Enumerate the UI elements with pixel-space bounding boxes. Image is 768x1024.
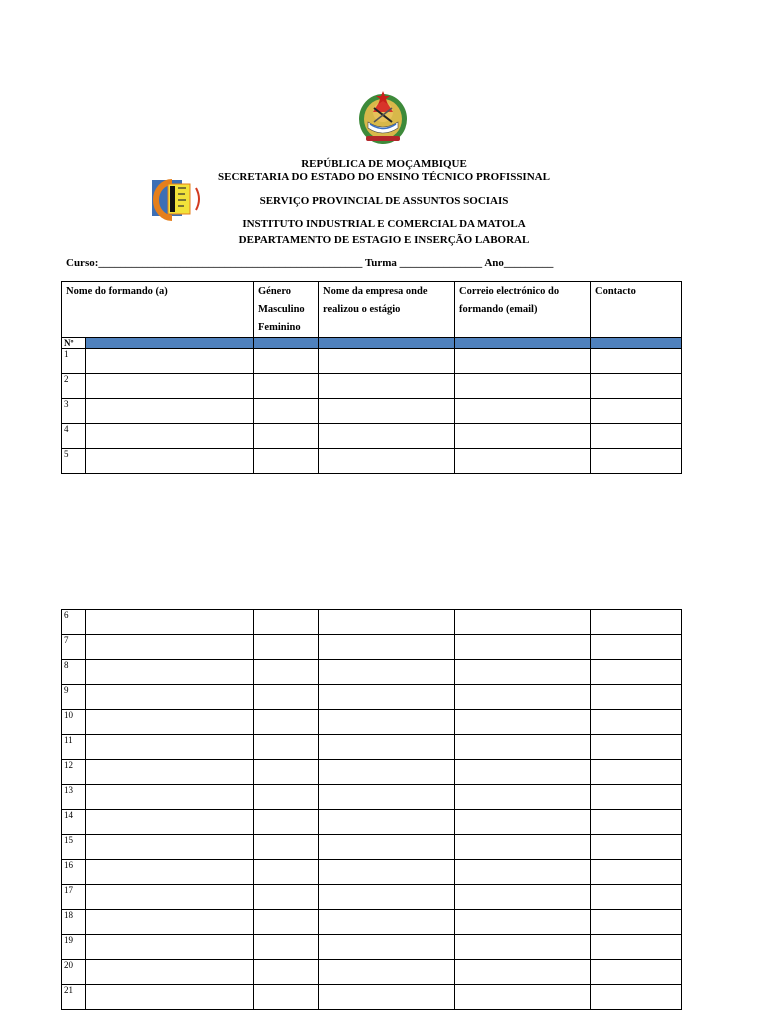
contact-cell[interactable] xyxy=(591,835,682,860)
row-number: 8 xyxy=(62,660,86,685)
name-cell[interactable] xyxy=(86,349,254,374)
gender-cell[interactable] xyxy=(254,835,319,860)
company-cell[interactable] xyxy=(319,424,455,449)
email-cell[interactable] xyxy=(455,810,591,835)
table-row xyxy=(62,660,682,685)
company-cell[interactable] xyxy=(319,660,455,685)
gender-cell[interactable] xyxy=(254,660,319,685)
row-number: 5 xyxy=(62,449,86,474)
gender-cell[interactable] xyxy=(254,860,319,885)
email-cell[interactable] xyxy=(455,374,591,399)
company-cell[interactable] xyxy=(319,785,455,810)
contact-cell[interactable] xyxy=(591,635,682,660)
col-header-company: Nome da empresa onde realizou o estágio xyxy=(319,282,455,338)
name-cell[interactable] xyxy=(86,960,254,985)
row-number: 19 xyxy=(62,935,86,960)
email-cell[interactable] xyxy=(455,399,591,424)
row-number: 12 xyxy=(62,760,86,785)
email-cell[interactable] xyxy=(455,860,591,885)
email-cell[interactable] xyxy=(455,710,591,735)
contact-cell[interactable] xyxy=(591,449,682,474)
name-cell[interactable] xyxy=(86,810,254,835)
email-cell[interactable] xyxy=(455,610,591,635)
name-cell[interactable] xyxy=(86,374,254,399)
row-number: 20 xyxy=(62,960,86,985)
row-number: 11 xyxy=(62,735,86,760)
table-row xyxy=(62,449,682,474)
gender-cell[interactable] xyxy=(254,910,319,935)
row-number: 15 xyxy=(62,835,86,860)
table-row xyxy=(62,985,682,1010)
company-cell[interactable] xyxy=(319,760,455,785)
gender-cell[interactable] xyxy=(254,985,319,1010)
table-header-row xyxy=(62,282,682,338)
row-number: 1 xyxy=(62,349,86,374)
name-cell[interactable] xyxy=(86,835,254,860)
contact-cell[interactable] xyxy=(591,860,682,885)
contact-cell[interactable] xyxy=(591,660,682,685)
gender-cell[interactable] xyxy=(254,424,319,449)
email-cell[interactable] xyxy=(455,760,591,785)
company-cell[interactable] xyxy=(319,860,455,885)
contact-cell[interactable] xyxy=(591,374,682,399)
table-row xyxy=(62,710,682,735)
company-cell[interactable] xyxy=(319,635,455,660)
name-cell[interactable] xyxy=(86,424,254,449)
number-label: Nº xyxy=(62,338,86,349)
contact-cell[interactable] xyxy=(591,810,682,835)
email-cell[interactable] xyxy=(455,935,591,960)
contact-cell[interactable] xyxy=(591,424,682,449)
contact-cell[interactable] xyxy=(591,935,682,960)
national-emblem xyxy=(352,88,414,148)
col-header-name: Nome do formando (a) xyxy=(62,282,254,338)
row-number: 16 xyxy=(62,860,86,885)
email-cell[interactable] xyxy=(455,835,591,860)
contact-cell[interactable] xyxy=(591,685,682,710)
table-row xyxy=(62,785,682,810)
table-row xyxy=(62,910,682,935)
table-row xyxy=(62,735,682,760)
name-cell[interactable] xyxy=(86,935,254,960)
table-row xyxy=(62,424,682,449)
table-row xyxy=(62,860,682,885)
name-cell[interactable] xyxy=(86,610,254,635)
email-cell[interactable] xyxy=(455,424,591,449)
row-number: 10 xyxy=(62,710,86,735)
email-cell[interactable] xyxy=(455,660,591,685)
gender-cell[interactable] xyxy=(254,374,319,399)
table-row xyxy=(62,835,682,860)
name-cell[interactable] xyxy=(86,785,254,810)
company-cell[interactable] xyxy=(319,449,455,474)
table-row xyxy=(62,635,682,660)
gender-cell[interactable] xyxy=(254,349,319,374)
gender-cell[interactable] xyxy=(254,960,319,985)
table-row xyxy=(62,685,682,710)
contact-cell[interactable] xyxy=(591,399,682,424)
row-number: 4 xyxy=(62,424,86,449)
company-cell[interactable] xyxy=(319,399,455,424)
gender-cell[interactable] xyxy=(254,935,319,960)
email-cell[interactable] xyxy=(455,449,591,474)
name-cell[interactable] xyxy=(86,635,254,660)
company-cell[interactable] xyxy=(319,960,455,985)
gender-cell[interactable] xyxy=(254,760,319,785)
table-row xyxy=(62,610,682,635)
table-row xyxy=(62,760,682,785)
interns-table xyxy=(61,281,682,474)
table-row xyxy=(62,935,682,960)
row-number: 13 xyxy=(62,785,86,810)
email-cell[interactable] xyxy=(455,985,591,1010)
col-header-gender: Género Masculino Feminino xyxy=(254,282,319,338)
name-cell[interactable] xyxy=(86,860,254,885)
gender-cell[interactable] xyxy=(254,635,319,660)
email-cell[interactable] xyxy=(455,685,591,710)
header-secretariat: SECRETARIA DO ESTADO DO ENSINO TÉCNICO PROFISSINAL xyxy=(218,171,550,183)
gender-cell[interactable] xyxy=(254,685,319,710)
header-republic: REPÚBLICA DE MOÇAMBIQUE xyxy=(301,158,467,170)
name-cell[interactable] xyxy=(86,710,254,735)
contact-cell[interactable] xyxy=(591,910,682,935)
row-number: 14 xyxy=(62,810,86,835)
name-cell[interactable] xyxy=(86,660,254,685)
name-cell[interactable] xyxy=(86,760,254,785)
company-cell[interactable] xyxy=(319,835,455,860)
name-cell[interactable] xyxy=(86,985,254,1010)
company-cell[interactable] xyxy=(319,935,455,960)
name-cell[interactable] xyxy=(86,399,254,424)
gender-cell[interactable] xyxy=(254,399,319,424)
email-cell[interactable] xyxy=(455,349,591,374)
table-row xyxy=(62,810,682,835)
gender-cell[interactable] xyxy=(254,735,319,760)
row-number: 17 xyxy=(62,885,86,910)
company-cell[interactable] xyxy=(319,685,455,710)
number-band-row xyxy=(62,338,682,349)
contact-cell[interactable] xyxy=(591,885,682,910)
company-cell[interactable] xyxy=(319,710,455,735)
contact-cell[interactable] xyxy=(591,960,682,985)
gender-cell[interactable] xyxy=(254,610,319,635)
company-cell[interactable] xyxy=(319,885,455,910)
company-cell[interactable] xyxy=(319,810,455,835)
company-cell[interactable] xyxy=(319,349,455,374)
gender-cell[interactable] xyxy=(254,449,319,474)
email-cell[interactable] xyxy=(455,885,591,910)
contact-cell[interactable] xyxy=(591,785,682,810)
company-cell[interactable] xyxy=(319,374,455,399)
row-number: 2 xyxy=(62,374,86,399)
col-header-contact: Contacto xyxy=(591,282,682,338)
row-number: 3 xyxy=(62,399,86,424)
row-number: 7 xyxy=(62,635,86,660)
contact-cell[interactable] xyxy=(591,610,682,635)
gender-cell[interactable] xyxy=(254,810,319,835)
name-cell[interactable] xyxy=(86,685,254,710)
contact-cell[interactable] xyxy=(591,985,682,1010)
email-cell[interactable] xyxy=(455,735,591,760)
company-cell[interactable] xyxy=(319,985,455,1010)
contact-cell[interactable] xyxy=(591,349,682,374)
gender-cell[interactable] xyxy=(254,885,319,910)
row-number: 9 xyxy=(62,685,86,710)
company-cell[interactable] xyxy=(319,910,455,935)
name-cell[interactable] xyxy=(86,910,254,935)
email-cell[interactable] xyxy=(455,635,591,660)
row-number: 6 xyxy=(62,610,86,635)
contact-cell[interactable] xyxy=(591,710,682,735)
table-row xyxy=(62,399,682,424)
gender-cell[interactable] xyxy=(254,710,319,735)
name-cell[interactable] xyxy=(86,449,254,474)
table-row xyxy=(62,349,682,374)
table-row xyxy=(62,885,682,910)
contact-cell[interactable] xyxy=(591,735,682,760)
row-number: 18 xyxy=(62,910,86,935)
col-header-email: Correio electrónico do formando (email) xyxy=(455,282,591,338)
company-cell[interactable] xyxy=(319,610,455,635)
name-cell[interactable] xyxy=(86,735,254,760)
company-cell[interactable] xyxy=(319,735,455,760)
header-service: SERVIÇO PROVINCIAL DE ASSUNTOS SOCIAIS xyxy=(259,195,509,207)
name-cell[interactable] xyxy=(86,885,254,910)
email-cell[interactable] xyxy=(455,785,591,810)
table-row xyxy=(62,960,682,985)
gender-cell[interactable] xyxy=(254,785,319,810)
header-institute: INSTITUTO INDUSTRIAL E COMERCIAL DA MATOLA xyxy=(242,218,526,230)
interns-table-continued xyxy=(61,609,682,1010)
email-cell[interactable] xyxy=(455,910,591,935)
header-department: DEPARTAMENTO DE ESTAGIO E INSERÇÃO LABORAL xyxy=(238,234,530,246)
row-number: 21 xyxy=(62,985,86,1010)
course-turma-ano-line[interactable]: Curso:________________________________________________ Turma _______________ Ano_________ xyxy=(66,257,554,269)
contact-cell[interactable] xyxy=(591,760,682,785)
email-cell[interactable] xyxy=(455,960,591,985)
table-row xyxy=(62,374,682,399)
